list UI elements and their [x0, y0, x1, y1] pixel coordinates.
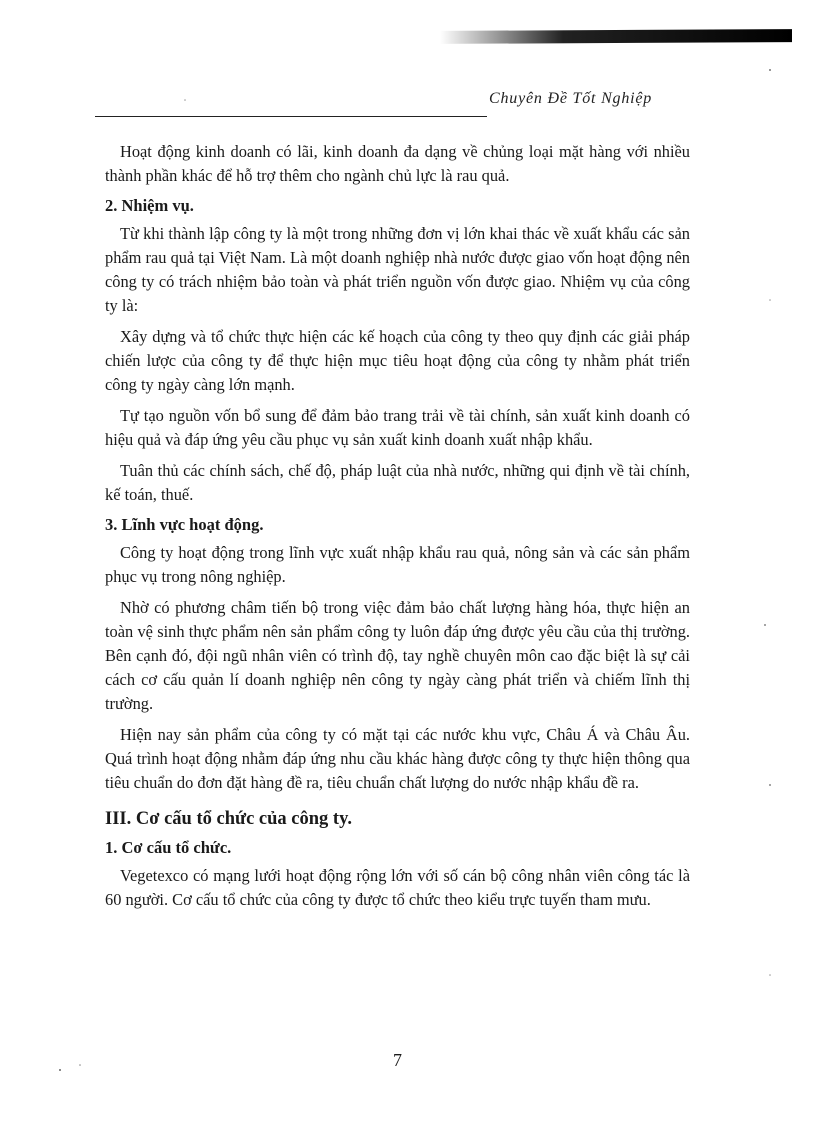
scan-artifact-bar: [440, 29, 792, 44]
section-3-paragraph-2: Nhờ có phương châm tiến bộ trong việc đảm bảo chất lượng hàng hóa, thực hiện an toàn vệ sinh thực phẩm nên sản phẩm công ty luôn đáp ứng được yêu cầu của thị trường. Bên cạnh đó, đội ngũ nhân viên có trình độ, tay nghề chuyên môn cao đặc biệt là sự cải cách cơ cấu quản lí doanh nghiệp nên công ty ngày càng phát triển và chiếm lĩnh thị trường.: [105, 598, 690, 713]
intro-paragraph: Hoạt động kinh doanh có lãi, kinh doanh đa dạng về chủng loại mặt hàng với nhiều thành phần khác để hỗ trợ thêm cho ngành chủ lực là rau quả.: [105, 142, 690, 185]
part-3-heading: III. Cơ cấu tổ chức của công ty.: [105, 809, 352, 829]
header-rule: [95, 116, 487, 117]
section-2-paragraph-2: Xây dựng và tổ chức thực hiện các kế hoạch của công ty theo quy định các giải pháp chiến lược của công ty để thực hiện mục tiêu hoạt động của công ty nhằm phát triển công ty ngày càng lớn mạnh.: [105, 327, 690, 394]
document-body: [105, 140, 690, 919]
section-3-paragraph-3: Hiện nay sản phẩm của công ty có mặt tại các nước khu vực, Châu Á và Châu Âu. Quá trình hoạt động nhằm đáp ứng nhu cầu khác hàng được công ty thực hiện thông qua tiêu chuẩn do đơn đặt hàng đề ra, tiêu chuẩn chất lượng do nước nhập khẩu đề ra.: [105, 725, 690, 792]
page-number: 7: [393, 1050, 402, 1070]
section-2-paragraph-4: Tuân thủ các chính sách, chế độ, pháp luật của nhà nước, những qui định về tài chính, kế toán, thuế.: [105, 461, 690, 504]
section-2-paragraph-1: Từ khi thành lập công ty là một trong những đơn vị lớn khai thác về xuất khẩu các sản phẩm rau quả tại Việt Nam. Là một doanh nghiệp nhà nước được giao vốn hoạt động nên công ty có trách nhiệm bảo toàn và phát triển nguồn vốn được giao. Nhiệm vụ của công ty là:: [105, 224, 690, 315]
section-2-paragraph-3: Tự tạo nguồn vốn bổ sung để đảm bảo trang trải về tài chính, sản xuất kinh doanh có hiệu quả và đáp ứng yêu cầu phục vụ sản xuất kinh doanh xuất nhập khẩu.: [105, 406, 690, 449]
part-3-sub-1-paragraph-1: Vegetexco có mạng lưới hoạt động rộng lớn với số cán bộ công nhân viên công tác là 60 người. Cơ cấu tổ chức của công ty được tổ chức theo kiểu trực tuyến tham mưu.: [105, 866, 690, 909]
part-3-sub-1-heading: 1. Cơ cấu tổ chức.: [105, 838, 232, 857]
header-title: Chuyên Đề Tốt Nghiệp: [489, 90, 653, 107]
section-2-heading: 2. Nhiệm vụ.: [105, 196, 194, 215]
section-3-paragraph-1: Công ty hoạt động trong lĩnh vực xuất nhập khẩu rau quả, nông sản và các sản phẩm phục vụ trong nông nghiệp.: [105, 543, 690, 586]
section-3-heading: 3. Lĩnh vực hoạt động.: [105, 515, 264, 534]
